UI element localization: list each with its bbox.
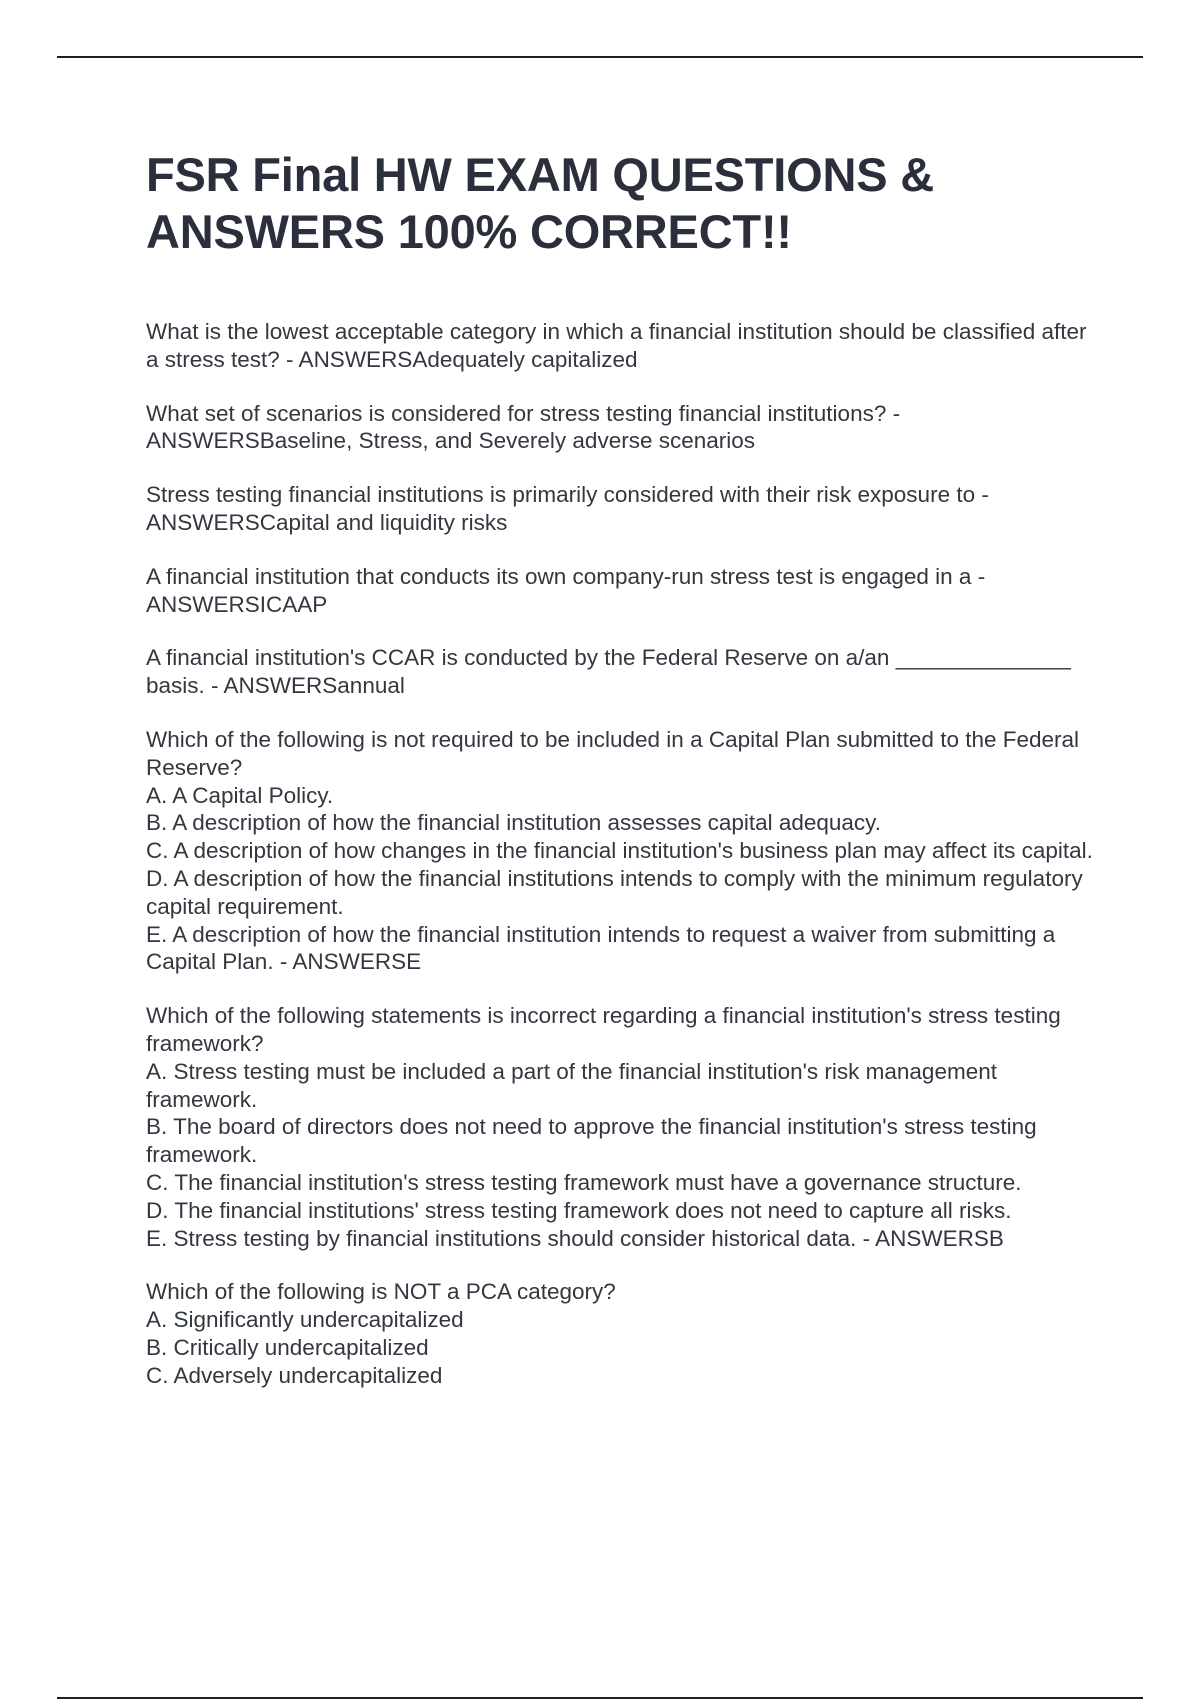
- top-divider: [57, 56, 1143, 58]
- qa-item-2: [146, 400, 1096, 456]
- qa-option-e: E. Stress testing by financial institutions should consider historical data. - ANSWERSB: [146, 1225, 1004, 1251]
- qa-option-d: D. The financial institutions' stress testing framework does not need to capture all risks.: [146, 1197, 1012, 1223]
- qa-option-c: C. The financial institution's stress testing framework must have a governance structure.: [146, 1169, 1022, 1195]
- qa-item-7: [146, 1002, 1096, 1252]
- qa-option-a: A. Stress testing must be included a part of the financial institution's risk management framework.: [146, 1058, 997, 1112]
- qa-item-5: [146, 644, 1096, 700]
- qa-option-a: A. A Capital Policy.: [146, 782, 334, 808]
- document-body: [146, 146, 1096, 1416]
- qa-line: What is the lowest acceptable category in which a financial institution should be classified after a stress test? - ANSWERSAdequately capitalized: [146, 319, 1087, 372]
- qa-option-a: A. Significantly undercapitalized: [146, 1307, 464, 1333]
- bottom-divider: [57, 1697, 1143, 1699]
- qa-option-d: D. A description of how the financial institutions intends to comply with the minimum regulatory capital requirement.: [146, 865, 1083, 919]
- qa-question: Which of the following statements is incorrect regarding a financial institution's stress testing framework?: [146, 1003, 1061, 1056]
- qa-line: What set of scenarios is considered for stress testing financial institutions? - ANSWERSBaseline, Stress, and Severely adverse scenarios: [146, 400, 901, 454]
- qa-line: A financial institution that conducts its own company-run stress test is engaged in a - ANSWERSICAAP: [146, 563, 986, 617]
- qa-option-c: C. A description of how changes in the financial institution's business plan may affect its capital.: [146, 838, 1093, 864]
- qa-item-4: [146, 563, 1096, 619]
- qa-item-3: [146, 481, 1096, 537]
- qa-option-c: C. Adversely undercapitalized: [146, 1362, 443, 1388]
- qa-option-e: E. A description of how the financial institution intends to request a waiver from submitting a Capital Plan. - ANSWERSE: [146, 921, 1056, 975]
- qa-option-b: B. Critically undercapitalized: [146, 1334, 429, 1360]
- qa-item-6: [146, 726, 1096, 976]
- qa-question: Which of the following is NOT a PCA category?: [146, 1279, 616, 1305]
- qa-line: Stress testing financial institutions is primarily considered with their risk exposure to - ANSWERSCapital and liquidity risks: [146, 482, 989, 535]
- qa-option-b: B. A description of how the financial institution assesses capital adequacy.: [146, 810, 882, 836]
- qa-question: Which of the following is not required to be included in a Capital Plan submitted to the Federal Reserve?: [146, 726, 1080, 780]
- qa-item-1: [146, 318, 1096, 374]
- document-title: FSR Final HW EXAM QUESTIONS & ANSWERS 100% CORRECT!!: [146, 148, 935, 258]
- qa-option-b: B. The board of directors does not need to approve the financial institution's stress testing framework.: [146, 1114, 1037, 1168]
- qa-line: A financial institution's CCAR is conducted by the Federal Reserve on a/an ______________ basis. - ANSWERSannual: [146, 645, 1071, 699]
- qa-item-8: [146, 1278, 1096, 1389]
